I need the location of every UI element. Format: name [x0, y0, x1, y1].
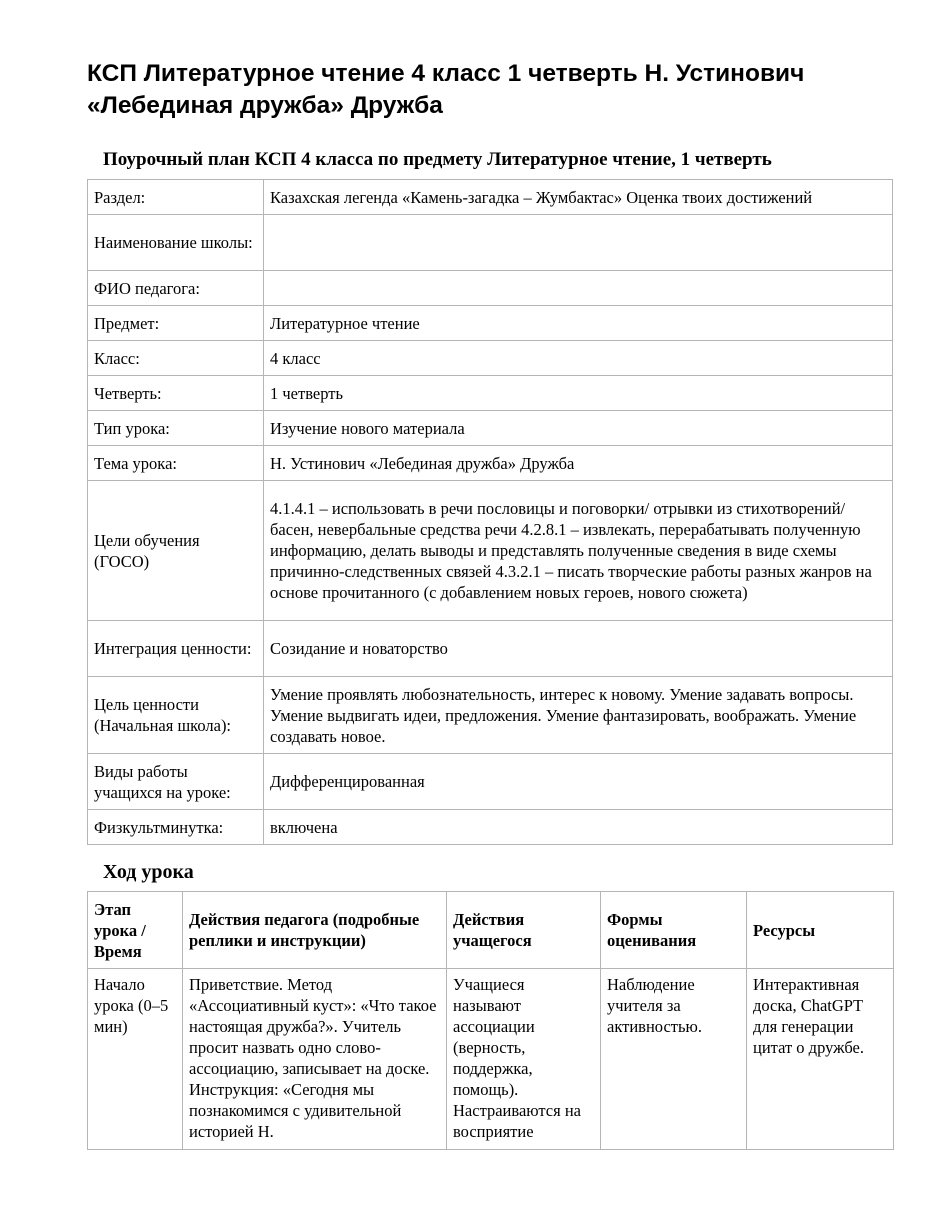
column-header-teacher-actions: Действия педагога (подробные реплики и инструкции) — [183, 892, 447, 969]
column-header-resources: Ресурсы — [747, 892, 894, 969]
row-value: Созидание и новаторство — [264, 621, 893, 677]
cell-resources: Интерактивная доска, ChatGPT для генерации цитат о дружбе. — [747, 969, 894, 1150]
column-header-assessment: Формы оценивания — [601, 892, 747, 969]
row-value: Умение проявлять любознательность, интерес к новому. Умение задавать вопросы. Умение выдвигать идеи, предложения. Умение фантазировать, воображать. Умение создавать новое. — [264, 677, 893, 754]
row-value: Изучение нового материала — [264, 411, 893, 446]
row-label: Интеграция ценности: — [88, 621, 264, 677]
row-value: Казахская легенда «Камень-загадка – Жумбактас» Оценка твоих достижений — [264, 180, 893, 215]
cell-teacher-actions: Приветствие. Метод «Ассоциативный куст»: «Что такое настоящая дружба?». Учитель просит назвать одно слово-ассоциацию, записывает на доске. Инструкция: «Сегодня мы познакомимся с удивительной историей Н. — [183, 969, 447, 1150]
table-row — [88, 810, 893, 845]
row-label: Тип урока: — [88, 411, 264, 446]
row-label: Виды работы учащихся на уроке: — [88, 754, 264, 810]
row-value: 1 четверть — [264, 376, 893, 411]
row-label: Физкультминутка: — [88, 810, 264, 845]
table-row — [88, 621, 893, 677]
table-row — [88, 215, 893, 271]
row-label: Класс: — [88, 341, 264, 376]
table-row — [88, 411, 893, 446]
row-label: Четверть: — [88, 376, 264, 411]
table-row — [88, 376, 893, 411]
row-value: включена — [264, 810, 893, 845]
row-label: Предмет: — [88, 306, 264, 341]
header-row — [88, 892, 894, 969]
table-row — [88, 969, 894, 1150]
row-value: Литературное чтение — [264, 306, 893, 341]
row-value — [264, 215, 893, 271]
table-row — [88, 306, 893, 341]
table-row — [88, 446, 893, 481]
row-value: 4.1.4.1 – использовать в речи пословицы и поговорки/ отрывки из стихотворений/ басен, невербальные средства речи 4.2.8.1 – извлекать, перерабатывать полученную информацию, делать выводы и представлять полученные сведения в виде схемы причинно-следственных связей 4.3.2.1 – писать творческие работы разных жанров на основе прочитанного (с добавлением новых героев, нового сюжета) — [264, 481, 893, 621]
lesson-info-table — [87, 179, 893, 845]
row-label: Цели обучения (ГОСО) — [88, 481, 264, 621]
table-row — [88, 271, 893, 306]
table-row — [88, 754, 893, 810]
row-value: 4 класс — [264, 341, 893, 376]
cell-assessment: Наблюдение учителя за активностью. — [601, 969, 747, 1150]
row-label: Тема урока: — [88, 446, 264, 481]
plan-subtitle: Поурочный план КСП 4 класса по предмету Литературное чтение, 1 четверть — [103, 149, 772, 170]
row-value: Дифференцированная — [264, 754, 893, 810]
row-label: Наименование школы: — [88, 215, 264, 271]
column-header-stage: Этап урока / Время — [88, 892, 183, 969]
table-row — [88, 341, 893, 376]
row-value: Н. Устинович «Лебединая дружба» Дружба — [264, 446, 893, 481]
lesson-flow-heading: Ход урока — [103, 861, 194, 883]
table-row — [88, 481, 893, 621]
table-row — [88, 180, 893, 215]
row-label: ФИО педагога: — [88, 271, 264, 306]
cell-student-actions: Учащиеся называют ассоциации (верность, поддержка, помощь). Настраиваются на восприятие — [447, 969, 601, 1150]
cell-stage: Начало урока (0–5 мин) — [88, 969, 183, 1150]
row-value — [264, 271, 893, 306]
row-label: Цель ценности (Начальная школа): — [88, 677, 264, 754]
table-row — [88, 677, 893, 754]
lesson-flow-table — [87, 891, 894, 1150]
page-title: КСП Литературное чтение 4 класс 1 четверть Н. Устинович «Лебединая дружба» Дружба — [87, 60, 805, 119]
row-label: Раздел: — [88, 180, 264, 215]
column-header-student-actions: Действия учащегося — [447, 892, 601, 969]
